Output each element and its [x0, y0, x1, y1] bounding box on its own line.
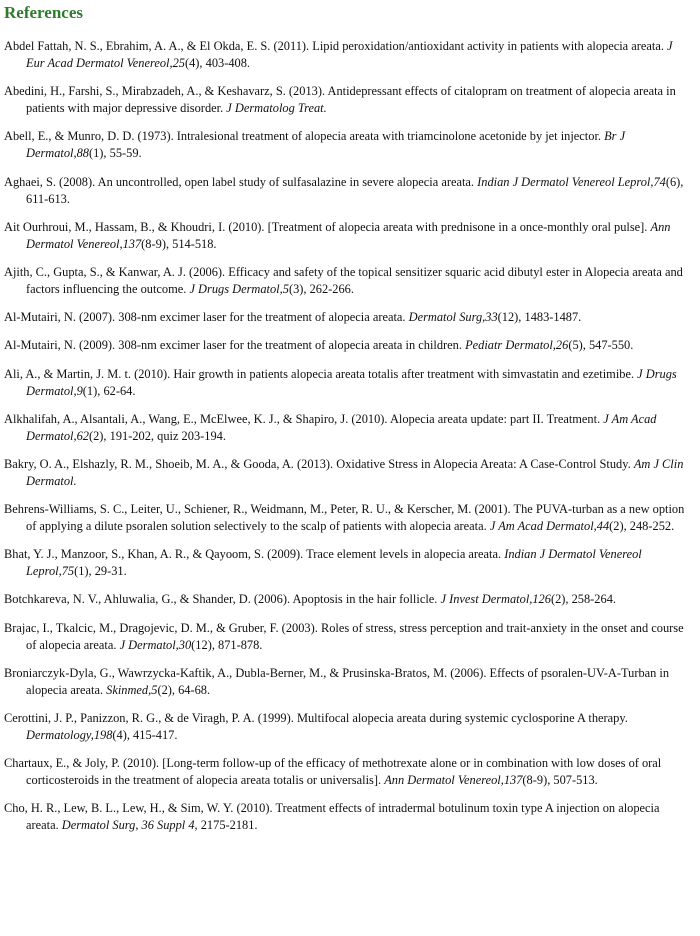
- reference-volume: 30: [178, 637, 192, 652]
- reference-volume: 74: [653, 174, 666, 189]
- reference-journal: J Dermatol,: [119, 637, 179, 652]
- reference-pages: (12), 871-878.: [191, 637, 263, 652]
- reference-journal: J Drugs Dermatol,: [189, 281, 283, 296]
- reference-title: Lipid peroxidation/antioxidant activity in patients with alopecia areata.: [312, 39, 664, 53]
- reference-entry: [4, 38, 690, 72]
- reference-pages: (5), 547-550.: [568, 338, 634, 353]
- reference-authors: Ali, A., & Martin, J. M. t. (2010).: [4, 366, 171, 381]
- reference-title: 308-nm excimer laser for the treatment of alopecia areata.: [118, 310, 406, 325]
- reference-authors: Chartaux, E., & Joly, P. (2010).: [4, 756, 160, 771]
- reference-volume: 26: [555, 338, 569, 353]
- reference-volume: 33: [485, 310, 498, 325]
- reference-authors: Aghaei, S. (2008).: [4, 174, 96, 189]
- reference-title: The PUVA-turban as a new option of applying a dilute psoralen solution selectively to the scalp of patients with alopecia areata.: [26, 502, 685, 534]
- reference-pages: (4), 415-417.: [112, 728, 178, 742]
- reference-title: An uncontrolled, open label study of sulfasalazine in severe alopecia areata.: [97, 174, 475, 189]
- reference-authors: Ajith, C., Gupta, S., & Kanwar, A. J. (2006).: [4, 264, 226, 279]
- reference-authors: Al-Mutairi, N. (2007).: [4, 310, 116, 325]
- reference-entry: [4, 128, 690, 162]
- reference-title: [Treatment of alopecia areata with prednisone in a once-monthly oral pulse].: [267, 219, 648, 234]
- reference-authors: Cerottini, J. P., Panizzon, R. G., & de Viragh, P. A. (1999).: [4, 711, 294, 725]
- reference-authors: Brajac, I., Tkalcic, M., Dragojevic, D. M., & Gruber, F. (2003).: [4, 620, 318, 635]
- reference-volume: 88: [76, 146, 89, 161]
- reference-volume: 9: [76, 383, 83, 398]
- reference-journal: J Am Acad Dermatol,: [26, 411, 657, 443]
- reference-entry: [4, 309, 690, 326]
- reference-journal: Ann Dermatol Venereol,: [384, 773, 504, 788]
- reference-volume: 62: [76, 428, 89, 443]
- reference-authors: Cho, H. R., Lew, B. L., Lew, H., & Sim, W. Y. (2010).: [4, 801, 273, 816]
- reference-authors: Bakry, O. A., Elshazly, R. M., Shoeib, M. A., & Gooda, A. (2013).: [4, 456, 334, 471]
- reference-authors: Broniarczyk-Dyla, G., Wawrzycka-Kaftik, A., Dubla-Berner, M., & Prusinska-Bratos, M. (2006).: [4, 665, 487, 680]
- reference-authors: Abedini, H., Farshi, S., Mirabzadeh, A., & Keshavarz, S. (2013).: [4, 84, 326, 99]
- reference-entry: [4, 337, 690, 354]
- reference-authors: Alkhalifah, A., Alsantali, A., Wang, E., McElwee, K. J., & Shapiro, J. (2010).: [4, 411, 388, 426]
- reference-pages: (1), 62-64.: [82, 383, 136, 398]
- reference-title: [Long-term follow-up of the efficacy of methotrexate alone or in combination with low doses of oral corticosteroids in the treatment of alopecia areata totalis or universalis].: [26, 756, 662, 788]
- reference-volume: 198: [93, 728, 113, 742]
- reference-pages: (4), 403-408.: [184, 56, 251, 70]
- reference-title: Intralesional treatment of alopecia areata with triamcinolone acetonide by jet injector.: [176, 129, 601, 144]
- reference-entry: [4, 546, 690, 580]
- reference-journal: Dermatol Surg, 36 Suppl 4,: [61, 818, 198, 833]
- reference-journal: Am J Clin Dermatol.: [26, 456, 684, 488]
- reference-volume: 75: [61, 564, 75, 579]
- reference-volume: 126: [532, 592, 551, 607]
- reference-pages: 2175-2181.: [200, 818, 258, 833]
- reference-journal: Indian J Dermatol Venereol Leprol,: [477, 174, 654, 189]
- reference-entry: [4, 755, 690, 789]
- reference-entry: [4, 800, 690, 834]
- reference-volume: 5: [282, 281, 289, 296]
- reference-pages: (6), 611-613.: [26, 174, 684, 206]
- reference-title: Treatment effects of intradermal botulinum toxin type A injection on alopecia areata.: [26, 801, 660, 833]
- reference-authors: Al-Mutairi, N. (2009).: [4, 338, 116, 353]
- reference-entry: [4, 456, 690, 490]
- reference-title: Efficacy and safety of the topical sensitizer squaric acid dibutyl ester in Alopecia areata and factors influencing the outcome.: [26, 264, 683, 296]
- reference-title: Roles of stress, stress perception and trait-anxiety in the onset and course of alopecia areata.: [26, 620, 684, 652]
- reference-volume: 137: [503, 773, 523, 788]
- reference-title: Hair growth in patients alopecia areata totalis after treatment with simvastatin and ezetimibe.: [173, 366, 635, 381]
- reference-journal: J Eur Acad Dermatol Venereol,: [26, 39, 673, 70]
- reference-entry: [4, 366, 690, 400]
- reference-title: Apoptosis in the hair follicle.: [292, 592, 438, 607]
- reference-title: Antidepressant effects of citalopram on treatment of alopecia areata in patients with major depressive disorder.: [26, 84, 676, 116]
- reference-entry: [4, 710, 690, 744]
- reference-pages: (2), 258-264.: [550, 592, 616, 607]
- reference-pages: (2), 64-68.: [157, 682, 211, 697]
- reference-entry: [4, 264, 690, 298]
- reference-pages: (1), 29-31.: [74, 564, 127, 579]
- reference-journal: Br J Dermatol,: [26, 129, 626, 161]
- reference-entry: [4, 174, 690, 208]
- reference-journal: Pediatr Dermatol,: [465, 338, 556, 353]
- references-heading: References: [4, 3, 83, 22]
- reference-pages: (2), 248-252.: [609, 519, 675, 534]
- reference-volume: 5: [151, 682, 158, 697]
- reference-title: Trace element levels in alopecia areata.: [306, 547, 502, 562]
- reference-entry: [4, 591, 690, 608]
- reference-journal: Dermatol Surg,: [408, 310, 486, 325]
- reference-pages: (2), 191-202, quiz 203-194.: [88, 428, 226, 443]
- reference-list: [4, 38, 690, 834]
- reference-journal: Skinmed,: [106, 682, 152, 697]
- reference-pages: (12), 1483-1487.: [497, 310, 582, 325]
- reference-entry: [4, 501, 690, 535]
- reference-journal: Ann Dermatol Venereol,: [26, 219, 671, 251]
- reference-journal: Indian J Dermatol Venereol Leprol,: [26, 547, 642, 579]
- reference-authors: Behrens-Williams, S. C., Leiter, U., Schiener, R., Weidmann, M., Peter, R. U., & Kerscher, M. (2001).: [4, 502, 511, 517]
- reference-journal: J Drugs Dermatol,: [26, 366, 677, 398]
- reference-title: Oxidative Stress in Alopecia Areata: A Case-Control Study.: [336, 456, 631, 471]
- reference-authors: Botchkareva, N. V., Ahluwalia, G., & Shander, D. (2006).: [4, 592, 291, 607]
- reference-journal: J Dermatolog Treat.: [226, 101, 327, 116]
- reference-volume: 44: [596, 519, 610, 534]
- reference-entry: [4, 83, 690, 117]
- reference-entry: [4, 411, 690, 445]
- reference-pages: (8-9), 507-513.: [522, 773, 598, 788]
- reference-title: 308-nm excimer laser for the treatment of alopecia areata in children.: [118, 338, 462, 353]
- reference-journal: J Invest Dermatol,: [440, 592, 533, 607]
- reference-title: Multifocal alopecia areata during systemic cyclosporine A therapy.: [296, 711, 628, 725]
- reference-volume: 137: [122, 236, 142, 251]
- reference-volume: 25: [172, 56, 185, 70]
- reference-authors: Ait Ourhroui, M., Hassam, B., & Khoudri, I. (2010).: [4, 219, 265, 234]
- reference-entry: [4, 620, 690, 654]
- reference-pages: (1), 55-59.: [88, 146, 142, 161]
- reference-authors: Abell, E., & Munro, D. D. (1973).: [4, 129, 174, 144]
- reference-pages: (3), 262-266.: [288, 281, 354, 296]
- reference-title: Effects of psoralen-UV-A-Turban in alopecia areata.: [26, 665, 670, 697]
- reference-pages: (8-9), 514-518.: [141, 236, 217, 251]
- reference-journal: Dermatology,: [26, 728, 94, 742]
- reference-authors: Abdel Fattah, N. S., Ebrahim, A. A., & El Okda, E. S. (2011).: [4, 39, 310, 53]
- reference-journal: J Am Acad Dermatol,: [489, 519, 597, 534]
- reference-entry: [4, 219, 690, 253]
- reference-authors: Bhat, Y. J., Manzoor, S., Khan, A. R., & Qayoom, S. (2009).: [4, 547, 304, 562]
- reference-entry: [4, 665, 690, 699]
- reference-title: Alopecia areata update: part II. Treatment.: [389, 411, 601, 426]
